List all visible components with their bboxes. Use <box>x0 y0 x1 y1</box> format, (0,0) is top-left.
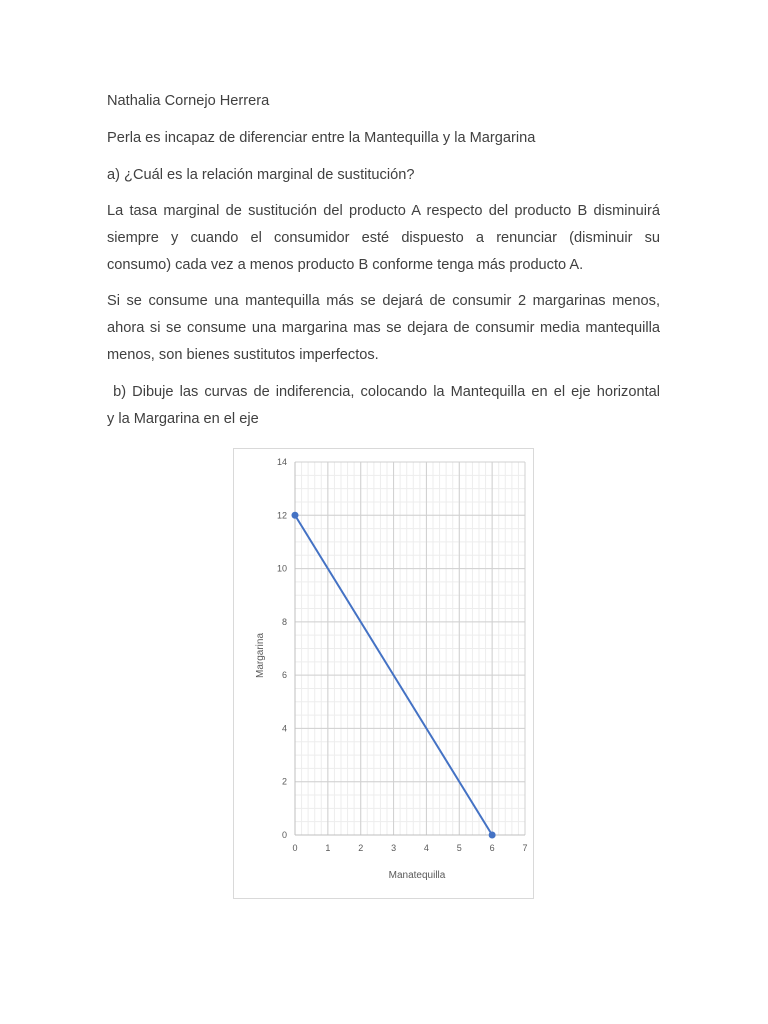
indifference-chart <box>233 448 534 899</box>
x-tick-label: 7 <box>522 843 528 853</box>
answer-paragraph-2-line: menos, son bienes sustitutos imperfectos. <box>107 347 379 363</box>
x-tick-label: 5 <box>456 843 462 853</box>
problem-statement: Perla es incapaz de diferenciar entre la Mantequilla y la Margarina <box>107 130 536 146</box>
y-tick-label: 14 <box>276 457 287 467</box>
answer-paragraph-1-line: La tasa marginal de sustitución del producto A respecto del producto B disminuirá <box>107 203 660 219</box>
answer-paragraph-1 <box>107 198 660 279</box>
y-tick-label: 8 <box>281 616 287 627</box>
y-tick-label: 12 <box>276 510 287 521</box>
x-axis-title: Manatequilla <box>388 870 446 881</box>
answer-paragraph-1-line: siempre y cuando el consumidor esté dispuesto a renunciar (disminuir su <box>107 230 660 246</box>
x-tick-label: 4 <box>423 843 429 853</box>
author-name: Nathalia Cornejo Herrera <box>107 93 270 109</box>
y-axis-title: Margarina <box>255 632 266 679</box>
y-tick-label: 6 <box>281 670 287 681</box>
data-point-marker <box>292 512 299 519</box>
question-a: a) ¿Cuál es la relación marginal de sustitución? <box>107 167 415 183</box>
question-b <box>107 379 660 433</box>
x-tick-label: 1 <box>325 843 331 853</box>
y-tick-label: 2 <box>281 776 287 787</box>
x-tick-label: 6 <box>489 843 495 853</box>
question-b-line: b) Dibuje las curvas de indiferencia, colocando la Mantequilla en el eje horizontal <box>107 384 660 400</box>
y-tick-label: 4 <box>281 723 287 734</box>
x-tick-label: 3 <box>391 843 397 853</box>
x-tick-label: 0 <box>292 843 298 853</box>
chart-svg <box>234 449 533 898</box>
question-b-line: y la Margarina en el eje <box>107 411 259 427</box>
y-tick-label: 0 <box>281 830 287 840</box>
data-point-marker <box>489 832 496 839</box>
y-tick-label: 10 <box>276 563 287 574</box>
answer-paragraph-2 <box>107 288 660 369</box>
answer-paragraph-1-line: consumo) cada vez a menos producto B conforme tenga más producto A. <box>107 257 584 273</box>
answer-paragraph-2-line: ahora si se consume una margarina mas se dejara de consumir media mantequilla <box>107 320 660 336</box>
answer-paragraph-2-line: Si se consume una mantequilla más se dejará de consumir 2 margarinas menos, <box>107 293 660 309</box>
x-tick-label: 2 <box>358 843 364 853</box>
